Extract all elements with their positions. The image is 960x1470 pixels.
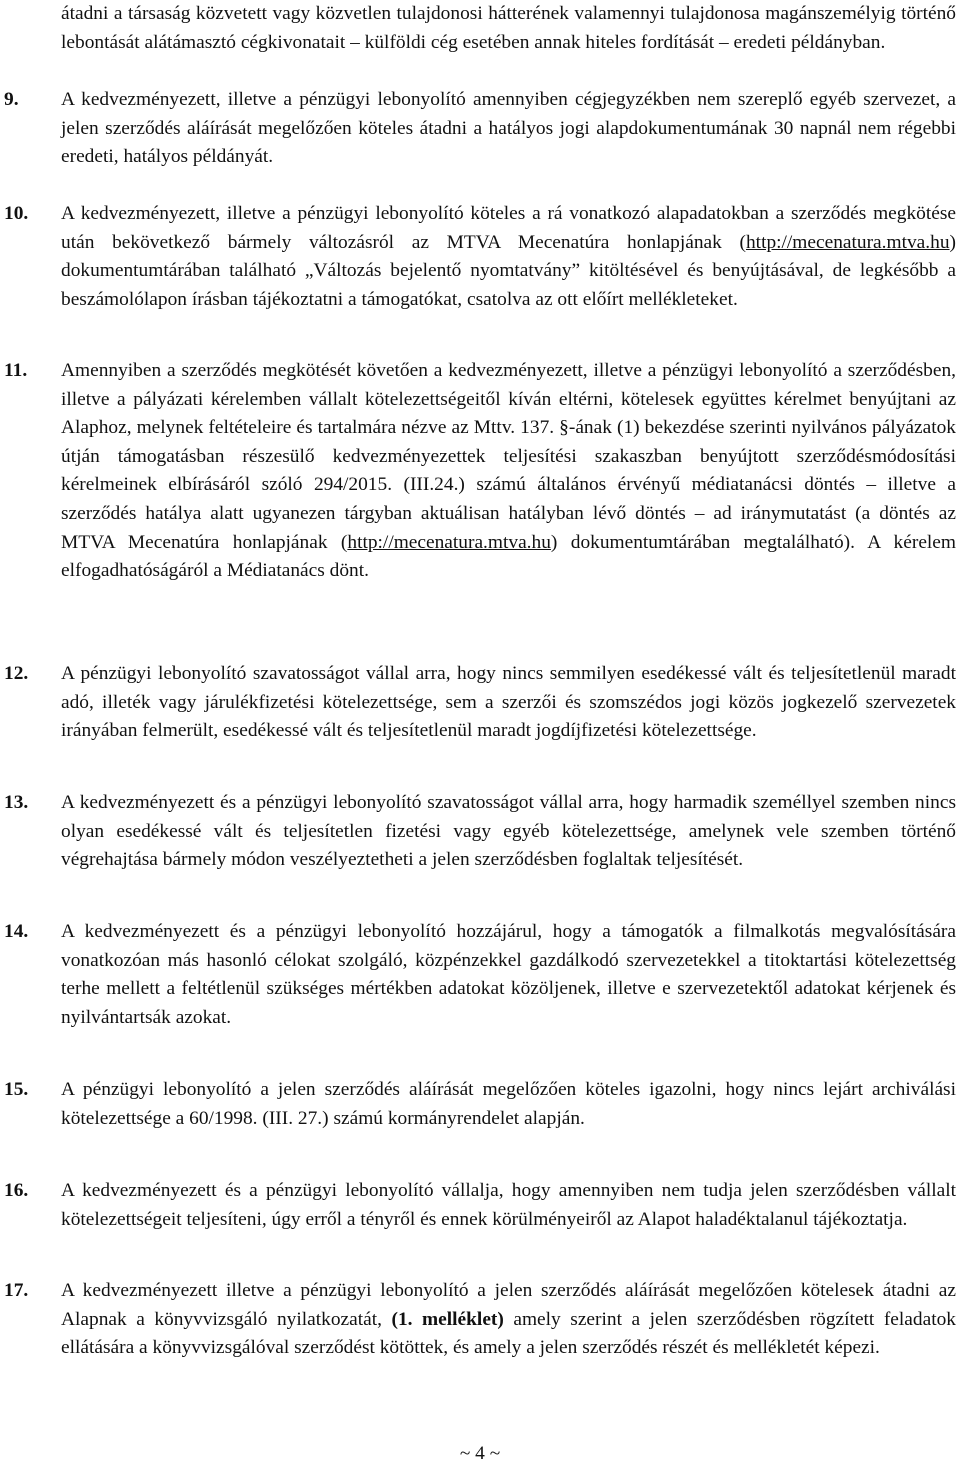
item-number: 12. (4, 663, 29, 684)
item-text-part: ) dokumentumtárában található „Változás bejelentő nyomtatvány” kitöltésével és benyújtásával, de legkésőbb a beszámolólapon írásban tájékoztatni a támogatókat, csatolva az ott előírt mellékleteket. (61, 231, 956, 310)
item-number: 10. (4, 203, 29, 224)
list-item-15 (4, 1076, 956, 1133)
item-number: 13. (4, 792, 29, 813)
intro-text: átadni a társaság közvetett vagy közvetlen tulajdonosi hátterének valamennyi tulajdonosa magánszemélyig történő lebontását alátámasztó cégkivonatait – külföldi cég esetében annak hiteles fordítását – eredeti példányban. (61, 3, 956, 53)
list-item-14 (4, 918, 956, 1032)
item-text: A pénzügyi lebonyolító szavatosságot vállal arra, hogy nincs semmilyen esedékessé vált és teljesítetlenül maradt adó, illeték vagy járulékfizetési kötelezettsége, sem a szerzői és szomszédos jogi közös jogkezelő szervezetek irányában felmerült, esedékessé vált és teljesítetlenül maradt jogdíjfizetési kötelezettsége. (61, 663, 956, 742)
item-text-part: A kedvezményezett illetve a pénzügyi lebonyolító a jelen szerződés aláírását megelőzően kötelesek átadni az Alapnak a könyvvizsgáló nyilatkozatát, (61, 1280, 956, 1330)
mecenatura-link[interactable]: http://mecenatura.mtva.hu (347, 531, 551, 553)
item-number: 14. (4, 921, 29, 942)
item-text (61, 357, 956, 586)
page-number: ~ 4 ~ (459, 1443, 501, 1464)
item-number: 15. (4, 1079, 29, 1100)
list-item-9 (4, 86, 956, 172)
item-text: A kedvezményezett és a pénzügyi lebonyolító vállalja, hogy amennyiben nem tudja jelen szerződésben vállalt kötelezettségeit teljesíteni, úgy erről a tényről és ennek körülményeiről az Alapot haladéktalanul tájékoztatja. (61, 1180, 956, 1230)
mecenatura-link[interactable]: http://mecenatura.mtva.hu (745, 231, 950, 253)
item-text-part: amely szerint a jelen szerződésben rögzített feladatok ellátására a könyvvizsgálóval szerződést kötöttek, és amely a jelen szerződés részét és mellékletét képezi. (61, 1308, 956, 1359)
item-number: 16. (4, 1180, 29, 1201)
list-item-16 (4, 1177, 956, 1234)
item-text (61, 200, 956, 314)
item-text-part: Amennyiben a szerződés megkötését követően a kedvezményezett, illetve a pénzügyi lebonyolító a szerződésben, illetve a pályázati kérelemben vállalt kötelezettségeitől kíván eltérni, kötelesek együttes kérelmet benyújtani az Alaphoz, melynek feltételeire és tartalmára nézve az Mttv. 137. §-ának (1) bekezdése szerinti nyilvános pályázatok útján támogatásban részesülő kedvezményezettek teljesítési szakaszban benyújtott szerződésmódosítási kérelmeinek elbírásáról szóló 294/2015. (III.24.) számú általános érvényű médiatanácsi döntés – illetve a szerződés hatálya alatt ugyanezen tárgyban aktuálisan hatályban lévő döntés – ad iránymutatást (a döntés az MTVA Mecenatúra honlapjának ( (61, 360, 956, 553)
list-item-11 (4, 357, 956, 586)
item-text-part: ) dokumentumtárában megtalálható). A kérelem elfogadhatóságáról a Médiatanács dönt. (61, 531, 956, 582)
item-number: 9. (4, 89, 19, 110)
list-item-17 (4, 1277, 956, 1363)
list-item-10 (4, 200, 956, 314)
item-text (61, 1277, 956, 1363)
item-text: A kedvezményezett és a pénzügyi lebonyolító hozzájárul, hogy a támogatók a filmalkotás megvalósítására vonatkozóan más hasonló célokat szolgáló, közpénzekkel gazdálkodó szervezetekkel a titoktartási kötelezettség terhe mellett a feltétlenül szükséges mértékben adatokat közöljenek, illetve e szervezetektől adatokat kérjenek és nyilvántartsák azokat. (61, 921, 956, 1028)
item-text: A kedvezményezett és a pénzügyi lebonyolító szavatosságot vállal arra, hogy harmadik személlyel szemben nincs olyan esedékessé vált és teljesítetlen fizetési vagy egyéb kötelezettsége, amelynek vele szemben történő végrehajtása bármely módon veszélyeztetheti a jelen szerződésben foglaltak teljesítését. (61, 792, 956, 871)
item-text: A pénzügyi lebonyolító a jelen szerződés aláírását megelőzően köteles igazolni, hogy nincs lejárt archiválási kötelezettsége a 60/1998. (III. 27.) számú kormányrendelet alapján. (61, 1079, 956, 1129)
list-item-12 (4, 660, 956, 746)
item-text-part: A kedvezményezett, illetve a pénzügyi lebonyolító köteles a rá vonatkozó alapadatokban a szerződés megkötése után bekövetkező bármely változásról az MTVA Mecenatúra honlapjának ( (61, 203, 956, 253)
list-item-13 (4, 789, 956, 875)
item-number: 11. (4, 360, 28, 381)
intro-paragraph (61, 0, 956, 57)
annex-reference: (1. melléklet) (391, 1308, 504, 1330)
item-text: A kedvezményezett, illetve a pénzügyi lebonyolító amennyiben cégjegyzékben nem szereplő egyéb szervezet, a jelen szerződés aláírását megelőzően köteles átadni a hatályos jogi alapdokumentumának 30 napnál nem régebbi eredeti, hatályos példányát. (61, 89, 956, 168)
item-number: 17. (4, 1280, 29, 1301)
